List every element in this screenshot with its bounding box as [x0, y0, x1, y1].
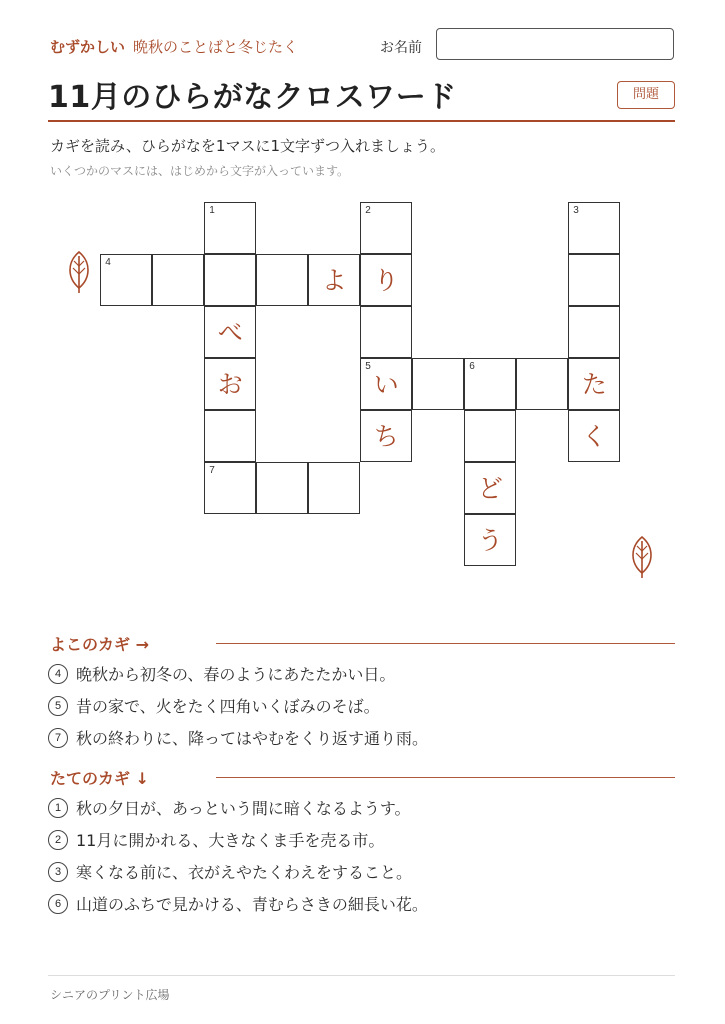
grid-cell[interactable]: [204, 254, 256, 306]
cell-letter: ど: [477, 474, 503, 504]
cell-letter: [569, 203, 619, 253]
across-title: よこのカギ →: [50, 635, 149, 654]
grid-cell[interactable]: [204, 306, 256, 358]
grid-cell[interactable]: [256, 254, 308, 306]
cell-number: 1: [209, 205, 215, 217]
clue-down-1: [48, 796, 411, 819]
clue-text: 昔の家で、火をたく四角いくぼみのそば。: [76, 697, 380, 716]
cell-letter: [205, 255, 255, 305]
cell-letter: [309, 463, 359, 513]
down-title: たてのカギ ↓: [50, 769, 149, 788]
cell-letter: [517, 359, 567, 409]
cell-letter: く: [581, 422, 607, 452]
cell-letter: [257, 463, 307, 513]
clue-across-5: [48, 694, 380, 717]
problem-badge: 問題: [617, 81, 675, 109]
cell-letter: [569, 255, 619, 305]
grid-cell[interactable]: [464, 462, 516, 514]
clue-number: 7: [48, 728, 68, 748]
name-label: お名前: [380, 40, 422, 56]
leaf-icon: [627, 535, 657, 579]
clue-text: 秋の終わりに、降ってはやむをくり返す通り雨。: [76, 729, 429, 748]
cell-letter: た: [581, 370, 607, 400]
cell-letter: [153, 255, 203, 305]
cell-number: 4: [105, 257, 111, 269]
clue-text: 晩秋から初冬の、春のようにあたたかい日。: [76, 665, 396, 684]
cell-letter: [569, 307, 619, 357]
cell-letter: [465, 411, 515, 461]
instructions: カギを読み、ひらがなを1マスに1文字ずつ入れましょう。: [50, 137, 445, 155]
cell-letter: ち: [373, 422, 399, 452]
page-title: 11月のひらがなクロスワード: [48, 80, 457, 115]
grid-cell[interactable]: [256, 462, 308, 514]
cell-letter: [413, 359, 463, 409]
grid-cell[interactable]: [152, 254, 204, 306]
clue-number: 3: [48, 862, 68, 882]
grid-cell[interactable]: [412, 358, 464, 410]
clue-text: 11月に開かれる、大きなくま手を売る市。: [76, 831, 385, 850]
grid-cell[interactable]: [464, 358, 516, 410]
clue-down-3: [48, 860, 412, 883]
leaf-icon: [64, 250, 94, 294]
cell-letter: り: [373, 266, 399, 296]
grid-cell[interactable]: [568, 306, 620, 358]
grid-cell[interactable]: [464, 514, 516, 566]
footer-text: シニアのプリント広場: [50, 988, 170, 1002]
grid-cell[interactable]: [308, 254, 360, 306]
clue-number: 4: [48, 664, 68, 684]
cell-number: 3: [573, 205, 579, 217]
cell-number: 2: [365, 205, 371, 217]
grid-cell[interactable]: [360, 306, 412, 358]
grid-cell[interactable]: [308, 462, 360, 514]
cell-letter: べ: [217, 318, 243, 348]
cell-letter: お: [217, 370, 243, 400]
cell-letter: い: [373, 370, 399, 400]
grid-cell[interactable]: [568, 410, 620, 462]
theme-label: 晩秋のことばと冬じたく: [133, 38, 299, 56]
clue-down-2: [48, 828, 384, 851]
name-field[interactable]: [436, 28, 674, 60]
clue-text: 秋の夕日が、あっという間に暗くなるようす。: [76, 799, 411, 818]
grid-cell[interactable]: [568, 254, 620, 306]
cell-letter: [465, 359, 515, 409]
down-divider: [216, 777, 675, 778]
grid-cell[interactable]: [204, 358, 256, 410]
clue-across-4: [48, 662, 395, 685]
footer-divider: [48, 975, 675, 976]
cell-letter: [205, 463, 255, 513]
cell-number: 7: [209, 465, 215, 477]
grid-cell[interactable]: [568, 358, 620, 410]
cell-letter: よ: [321, 266, 347, 296]
across-divider: [216, 643, 675, 644]
clue-text: 山道のふちで見かける、青むらさきの細長い花。: [76, 895, 428, 914]
grid-cell[interactable]: [100, 254, 152, 306]
cell-letter: [361, 307, 411, 357]
grid-cell[interactable]: [204, 202, 256, 254]
cell-number: 6: [469, 361, 475, 373]
cell-letter: [361, 203, 411, 253]
clue-number: 2: [48, 830, 68, 850]
grid-cell[interactable]: [204, 462, 256, 514]
cell-number: 5: [365, 361, 371, 373]
title-divider: [48, 120, 675, 122]
instructions-sub: いくつかのマスには、はじめから文字が入っています。: [50, 164, 350, 178]
grid-cell[interactable]: [360, 202, 412, 254]
grid-cell[interactable]: [360, 358, 412, 410]
series-label: むずかしい: [50, 38, 126, 56]
cell-letter: [205, 203, 255, 253]
grid-cell[interactable]: [360, 410, 412, 462]
grid-cell[interactable]: [360, 254, 412, 306]
grid-cell[interactable]: [204, 410, 256, 462]
cell-letter: [205, 411, 255, 461]
clue-text: 寒くなる前に、衣がえやたくわえをすること。: [76, 863, 413, 882]
clue-down-6: [48, 892, 428, 915]
clue-number: 1: [48, 798, 68, 818]
cell-letter: う: [477, 526, 503, 556]
cell-letter: [257, 255, 307, 305]
clue-number: 6: [48, 894, 68, 914]
brand-line: [50, 36, 298, 57]
grid-cell[interactable]: [516, 358, 568, 410]
grid-cell[interactable]: [568, 202, 620, 254]
grid-cell[interactable]: [464, 410, 516, 462]
clue-number: 5: [48, 696, 68, 716]
clue-across-7: [48, 726, 428, 749]
cell-letter: [101, 255, 151, 305]
